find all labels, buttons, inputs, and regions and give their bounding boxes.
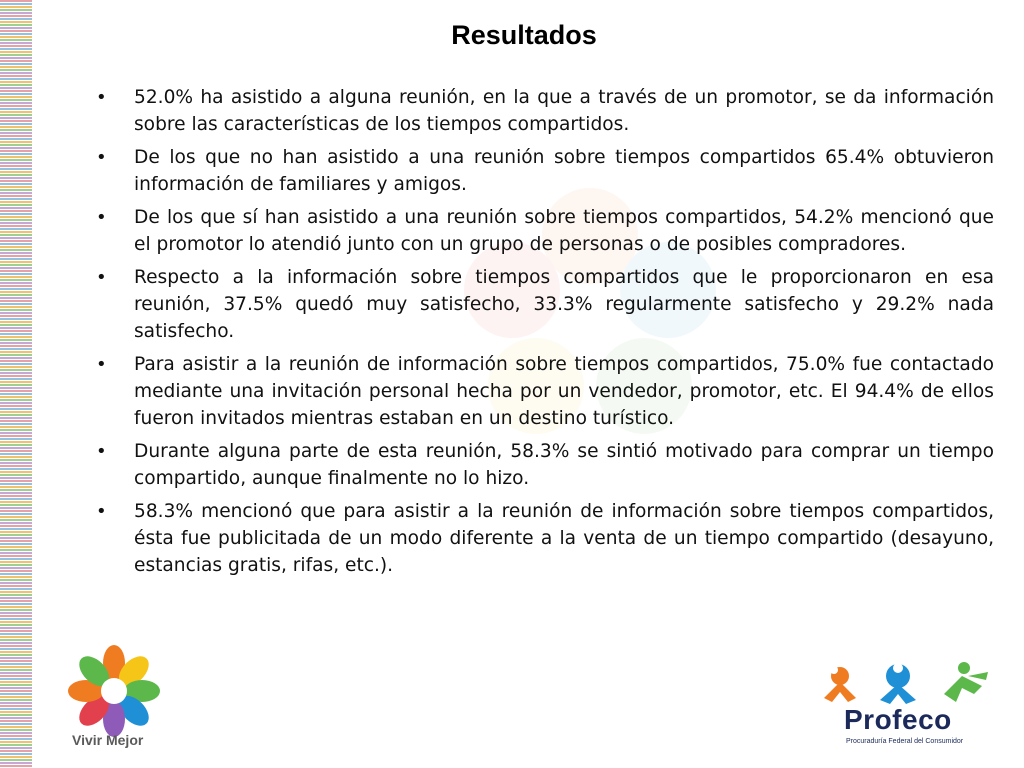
bullet-text: De los que sí han asistido a una reunión sobre tiempos compartidos, 54.2% mencionó que el promotor lo atendió junto con un grupo de personas o de posibles compradores. (134, 207, 994, 255)
profeco-subtitle: Procuraduría Federal del Consumidor (846, 738, 964, 745)
bullet-text: 58.3% mencionó que para asistir a la reunión de información sobre tiempos compartidos, ésta fue publicitada de un modo diferente a la venta de un tiempo compartido (desayuno, estancias gratis, rifas, etc.). (134, 501, 994, 576)
bullet-icon: • (96, 207, 107, 228)
bullet-icon: • (96, 441, 107, 462)
decorative-stripe-bar (0, 0, 32, 768)
bullet-text: Para asistir a la reunión de información sobre tiempos compartidos, 75.0% fue contactado mediante una invitación personal hecha por un vendedor, promotor, etc. El 94.4% de ellos fueron invitados mientras estaban en un destino turístico. (134, 354, 994, 429)
bullet-item (96, 498, 994, 579)
bullet-icon: • (96, 354, 107, 375)
bullet-text: De los que no han asistido a una reunión sobre tiempos compartidos 65.4% obtuvieron información de familiares y amigos. (134, 147, 994, 195)
bullet-text: 52.0% ha asistido a alguna reunión, en la que a través de un promotor, se da información sobre las características de los tiempos compartidos. (134, 87, 994, 135)
bullet-icon: • (96, 87, 107, 108)
bullet-item (96, 264, 994, 345)
bullet-item (96, 144, 994, 198)
bullet-item (96, 204, 994, 258)
bullet-item (96, 84, 994, 138)
bullet-item (96, 438, 994, 492)
slide-title: Resultados (451, 20, 597, 50)
bullet-item (96, 351, 994, 432)
bullet-text: Respecto a la información sobre tiempos compartidos que le proporcionaron en esa reunión, 37.5% quedó muy satisfecho, 33.3% regularmente satisfecho y 29.2% nada satisfecho. (134, 267, 994, 342)
bullet-list (96, 84, 994, 585)
bullet-text: Durante alguna parte de esta reunión, 58.3% se sintió motivado para comprar un tiempo compartido, aunque finalmente no lo hizo. (134, 441, 994, 489)
bullet-icon: • (96, 501, 107, 522)
bullet-icon: • (96, 147, 107, 168)
bullet-icon: • (96, 267, 107, 288)
vivir-mejor-caption: Vivir Mejor (72, 732, 144, 748)
profeco-name: Profeco (844, 704, 952, 735)
